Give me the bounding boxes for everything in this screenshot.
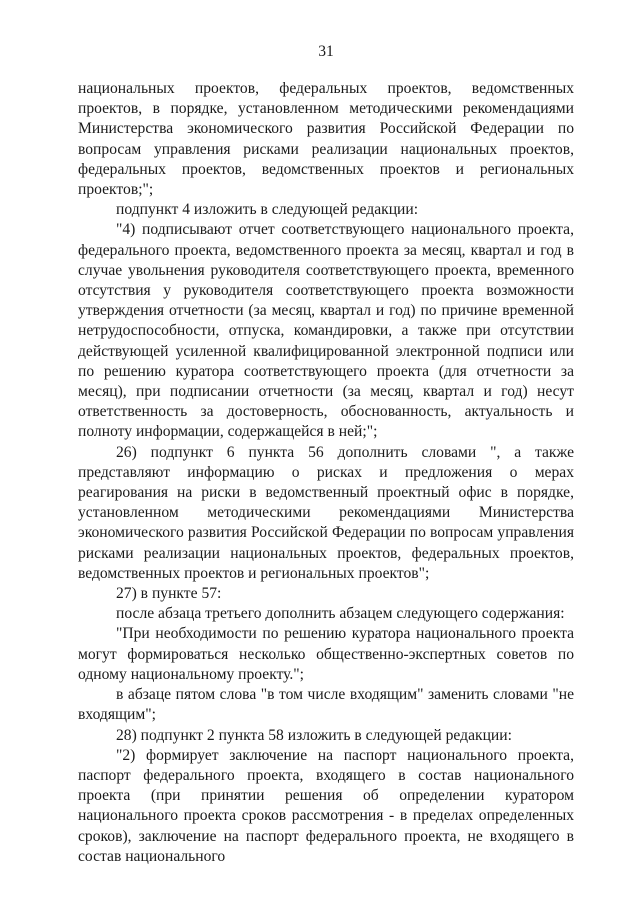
page-number: 31	[318, 43, 334, 60]
paragraph: "4) подписывают отчет соответствующего национального проекта, федерального проекта, ведомственного проекта за месяц, квартал и год в случае увольнения руководителя соответствующего проекта, временного отсутствия у руководителя соответствующего проекта возможности утверждения отчетности (за месяц, квартал и год) по причине временной нетрудоспособности, отпуска, командировки, а также при отсутствии действующей усиленной квалифицированной электронной подписи или по решению куратора соответствующего проекта (для отчетности за месяц), при подписании отчетности (за месяц, квартал и год) несут ответственность за достоверность, обоснованность, актуальность и полноту информации, содержащейся в ней;";	[78, 221, 574, 441]
document-body	[78, 79, 574, 867]
paragraph: "2) формирует заключение на паспорт национального проекта, паспорт федерального проекта, входящего в состав национального проекта (при принятии решения об определении куратором национального проекта сроков рассмотрения - в пределах определенных сроков), заключение на паспорт федерального проекта, не входящего в состав национального	[78, 746, 574, 865]
paragraph: 26) подпункт 6 пункта 56 дополнить словами ", а также представляют информацию о рисках и предложения о мерах реагирования на риски в ведомственный проектный офис в порядке, установленном методическими рекомендациями Министерства экономического развития Российской Федерации по вопросам управления рисками реализации национальных проектов, федеральных проектов, ведомственных проектов и региональных проектов";	[78, 443, 574, 582]
paragraph: национальных проектов, федеральных проектов, ведомственных проектов, в порядке, установленном методическими рекомендациями Министерства экономического развития Российской Федерации по вопросам управления рисками реализации национальных проектов, федеральных проектов, ведомственных проектов и региональных проектов;";	[78, 80, 574, 199]
paragraph: после абзаца третьего дополнить абзацем следующего содержания:	[116, 605, 565, 623]
paragraph: в абзаце пятом слова "в том числе входящим" заменить словами "не входящим";	[78, 686, 574, 724]
paragraph: 27) в пункте 57:	[116, 585, 222, 603]
paragraph: "При необходимости по решению куратора национального проекта могут формироваться несколько общественно-экспертных советов по одному национальному проекту.";	[78, 625, 574, 683]
paragraph: подпункт 4 изложить в следующей редакции:	[116, 201, 419, 219]
paragraph: 28) подпункт 2 пункта 58 изложить в следующей редакции:	[116, 726, 512, 744]
